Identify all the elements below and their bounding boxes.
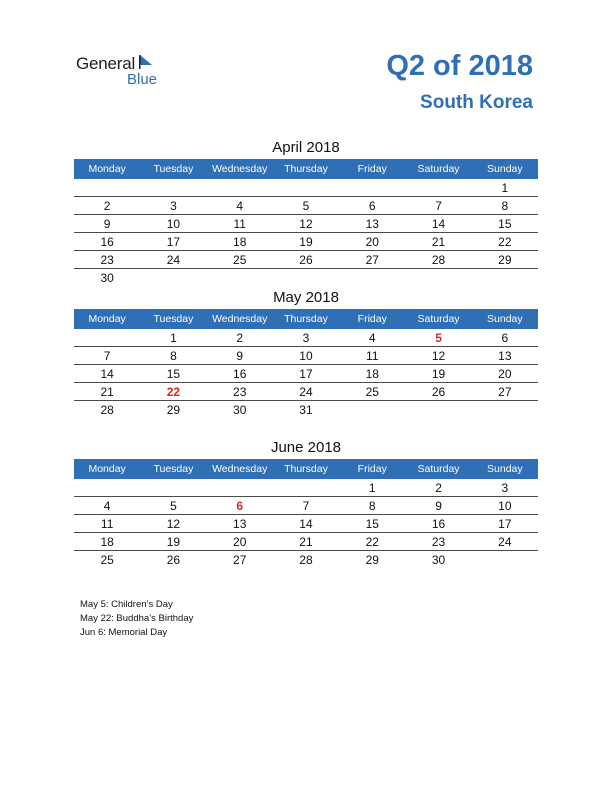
day-cell: 3 (273, 329, 339, 347)
weekday-header-row (74, 159, 538, 179)
day-cell: 12 (140, 515, 206, 533)
empty-day-cell (472, 269, 538, 287)
calendar-table (74, 309, 538, 418)
day-cell: 31 (299, 402, 313, 417)
week-row (74, 179, 538, 197)
day-cell: 2 (207, 329, 273, 347)
holiday-note: May 5: Children’s Day (80, 599, 173, 610)
empty-day-cell (140, 179, 206, 197)
month-june (74, 437, 538, 568)
day-cell: 5 (273, 197, 339, 215)
weekday-header: Wednesday (207, 309, 273, 329)
day-cell: 6 (339, 197, 405, 215)
weekday-header: Thursday (273, 459, 339, 479)
weekday-header: Monday (74, 309, 140, 329)
logo-word-general: General (76, 54, 136, 73)
day-cell: 7 (405, 197, 471, 215)
empty-day-cell (140, 479, 206, 497)
day-cell: 18 (74, 533, 140, 551)
empty-day-cell (472, 551, 538, 569)
weekday-header: Saturday (405, 159, 471, 179)
day-cell: 17 (273, 365, 339, 383)
holiday-note: May 22: Buddha’s Birthday (80, 613, 194, 624)
day-cell: 17 (140, 233, 206, 251)
month-title: June 2018 (270, 439, 342, 456)
day-cell: 25 (339, 383, 405, 401)
weekday-header: Monday (74, 459, 140, 479)
empty-day-cell (140, 269, 206, 287)
day-cell: 27 (339, 251, 405, 269)
day-cell: 2 (74, 197, 140, 215)
day-cell: 4 (207, 197, 273, 215)
day-cell: 12 (273, 215, 339, 233)
logo-word-blue: Blue (127, 71, 158, 88)
country-name: South Korea (420, 92, 533, 113)
month-title: May 2018 (273, 289, 339, 306)
day-cell: 26 (405, 383, 471, 401)
day-cell: 16 (74, 233, 140, 251)
week-row (74, 551, 538, 569)
day-cell: 22 (339, 533, 405, 551)
weekday-header: Friday (339, 459, 405, 479)
logo (76, 52, 176, 88)
day-cell: 8 (339, 497, 405, 515)
day-cell: 23 (207, 383, 273, 401)
day-cell: 14 (405, 215, 471, 233)
day-cell: 4 (74, 497, 140, 515)
week-row (74, 479, 538, 497)
day-cell: 19 (405, 365, 471, 383)
day-cell: 28 (299, 552, 313, 567)
empty-day-cell (339, 179, 405, 197)
day-cell: 9 (74, 215, 140, 233)
week-row (74, 251, 538, 269)
empty-day-cell (405, 401, 471, 419)
day-cell: 28 (405, 251, 471, 269)
weekday-header: Tuesday (140, 309, 206, 329)
day-cell: 23 (405, 533, 471, 551)
weekday-header: Monday (74, 159, 140, 179)
day-cell: 30 (100, 270, 114, 285)
day-cell: 21 (405, 233, 471, 251)
empty-day-cell (405, 179, 471, 197)
weekday-header-row (74, 309, 538, 329)
empty-day-cell (74, 479, 140, 497)
week-row (74, 269, 538, 287)
day-cell: 26 (273, 251, 339, 269)
day-cell: 15 (472, 215, 538, 233)
day-cell: 19 (273, 233, 339, 251)
day-cell: 20 (339, 233, 405, 251)
empty-day-cell (207, 179, 273, 197)
week-row (74, 515, 538, 533)
day-cell: 19 (140, 533, 206, 551)
holiday-note: Jun 6: Memorial Day (80, 627, 168, 638)
empty-day-cell (273, 269, 339, 287)
day-cell: 16 (405, 515, 471, 533)
day-cell: 1 (472, 179, 538, 197)
day-cell: 6 (472, 329, 538, 347)
day-cell: 21 (273, 533, 339, 551)
empty-day-cell (74, 179, 140, 197)
day-cell: 8 (472, 197, 538, 215)
day-cell: 4 (339, 329, 405, 347)
day-cell: 25 (207, 251, 273, 269)
month-title: April 2018 (272, 139, 340, 156)
empty-day-cell (339, 269, 405, 287)
day-cell: 15 (140, 365, 206, 383)
day-cell: 7 (273, 497, 339, 515)
empty-day-cell (339, 401, 405, 419)
week-row (74, 365, 538, 383)
day-cell: 10 (140, 215, 206, 233)
day-cell: 8 (140, 347, 206, 365)
day-cell: 29 (365, 552, 379, 567)
weekday-header: Friday (339, 159, 405, 179)
week-row (74, 497, 538, 515)
day-cell: 9 (405, 497, 471, 515)
day-cell: 29 (166, 402, 181, 417)
day-cell: 26 (166, 552, 181, 567)
day-cell: 5 (405, 329, 471, 347)
day-cell: 27 (472, 383, 538, 401)
week-row (74, 233, 538, 251)
day-cell: 15 (339, 515, 405, 533)
day-cell: 13 (207, 515, 273, 533)
week-row (74, 215, 538, 233)
empty-day-cell (207, 269, 273, 287)
day-cell: 23 (74, 251, 140, 269)
empty-day-cell (207, 479, 273, 497)
day-cell: 16 (207, 365, 273, 383)
day-cell: 5 (140, 497, 206, 515)
day-cell: 25 (100, 552, 114, 567)
day-cell: 24 (273, 383, 339, 401)
day-cell: 29 (472, 251, 538, 269)
day-cell: 9 (207, 347, 273, 365)
weekday-header: Sunday (472, 459, 538, 479)
day-cell: 18 (207, 233, 273, 251)
empty-day-cell (405, 269, 471, 287)
holiday-notes (80, 598, 193, 640)
weekday-header: Saturday (405, 459, 471, 479)
day-cell: 7 (74, 347, 140, 365)
day-cell: 24 (472, 533, 538, 551)
day-cell: 14 (74, 365, 140, 383)
day-cell: 1 (140, 329, 206, 347)
week-row (74, 401, 538, 419)
weekday-header: Friday (339, 309, 405, 329)
empty-day-cell (74, 329, 140, 347)
weekday-header: Sunday (472, 309, 538, 329)
week-row (74, 329, 538, 347)
weekday-header: Tuesday (140, 459, 206, 479)
day-cell: 17 (472, 515, 538, 533)
month-may (74, 287, 538, 418)
week-row (74, 347, 538, 365)
day-cell: 3 (472, 479, 538, 497)
day-cell: 27 (233, 552, 247, 567)
day-cell: 24 (140, 251, 206, 269)
day-cell: 28 (100, 402, 114, 417)
calendar-table (74, 159, 538, 286)
weekday-header-row (74, 459, 538, 479)
day-cell: 18 (339, 365, 405, 383)
empty-day-cell (273, 179, 339, 197)
day-cell: 22 (140, 383, 206, 401)
day-cell: 20 (472, 365, 538, 383)
day-cell: 10 (472, 497, 538, 515)
day-cell: 6 (207, 497, 273, 515)
day-cell: 11 (339, 347, 405, 365)
day-cell: 11 (74, 515, 140, 533)
day-cell: 20 (207, 533, 273, 551)
day-cell: 10 (273, 347, 339, 365)
day-cell: 14 (273, 515, 339, 533)
calendar-table (74, 459, 538, 568)
flag-icon (138, 55, 154, 69)
page-title: Q2 of 2018 (386, 50, 533, 82)
day-cell: 13 (472, 347, 538, 365)
day-cell: 3 (140, 197, 206, 215)
day-cell: 30 (233, 402, 247, 417)
weekday-header: Sunday (472, 159, 538, 179)
weekday-header: Wednesday (207, 159, 273, 179)
weekday-header: Thursday (273, 159, 339, 179)
month-april (74, 137, 538, 286)
day-cell: 21 (74, 383, 140, 401)
weekday-header: Thursday (273, 309, 339, 329)
day-cell: 1 (339, 479, 405, 497)
weekday-header: Wednesday (207, 459, 273, 479)
day-cell: 11 (207, 215, 273, 233)
week-row (74, 197, 538, 215)
week-row (74, 533, 538, 551)
empty-day-cell (472, 401, 538, 419)
day-cell: 13 (339, 215, 405, 233)
weekday-header: Saturday (405, 309, 471, 329)
weekday-header: Tuesday (140, 159, 206, 179)
day-cell: 22 (472, 233, 538, 251)
day-cell: 30 (431, 552, 446, 567)
day-cell: 2 (405, 479, 471, 497)
week-row (74, 383, 538, 401)
empty-day-cell (273, 479, 339, 497)
day-cell: 12 (405, 347, 471, 365)
